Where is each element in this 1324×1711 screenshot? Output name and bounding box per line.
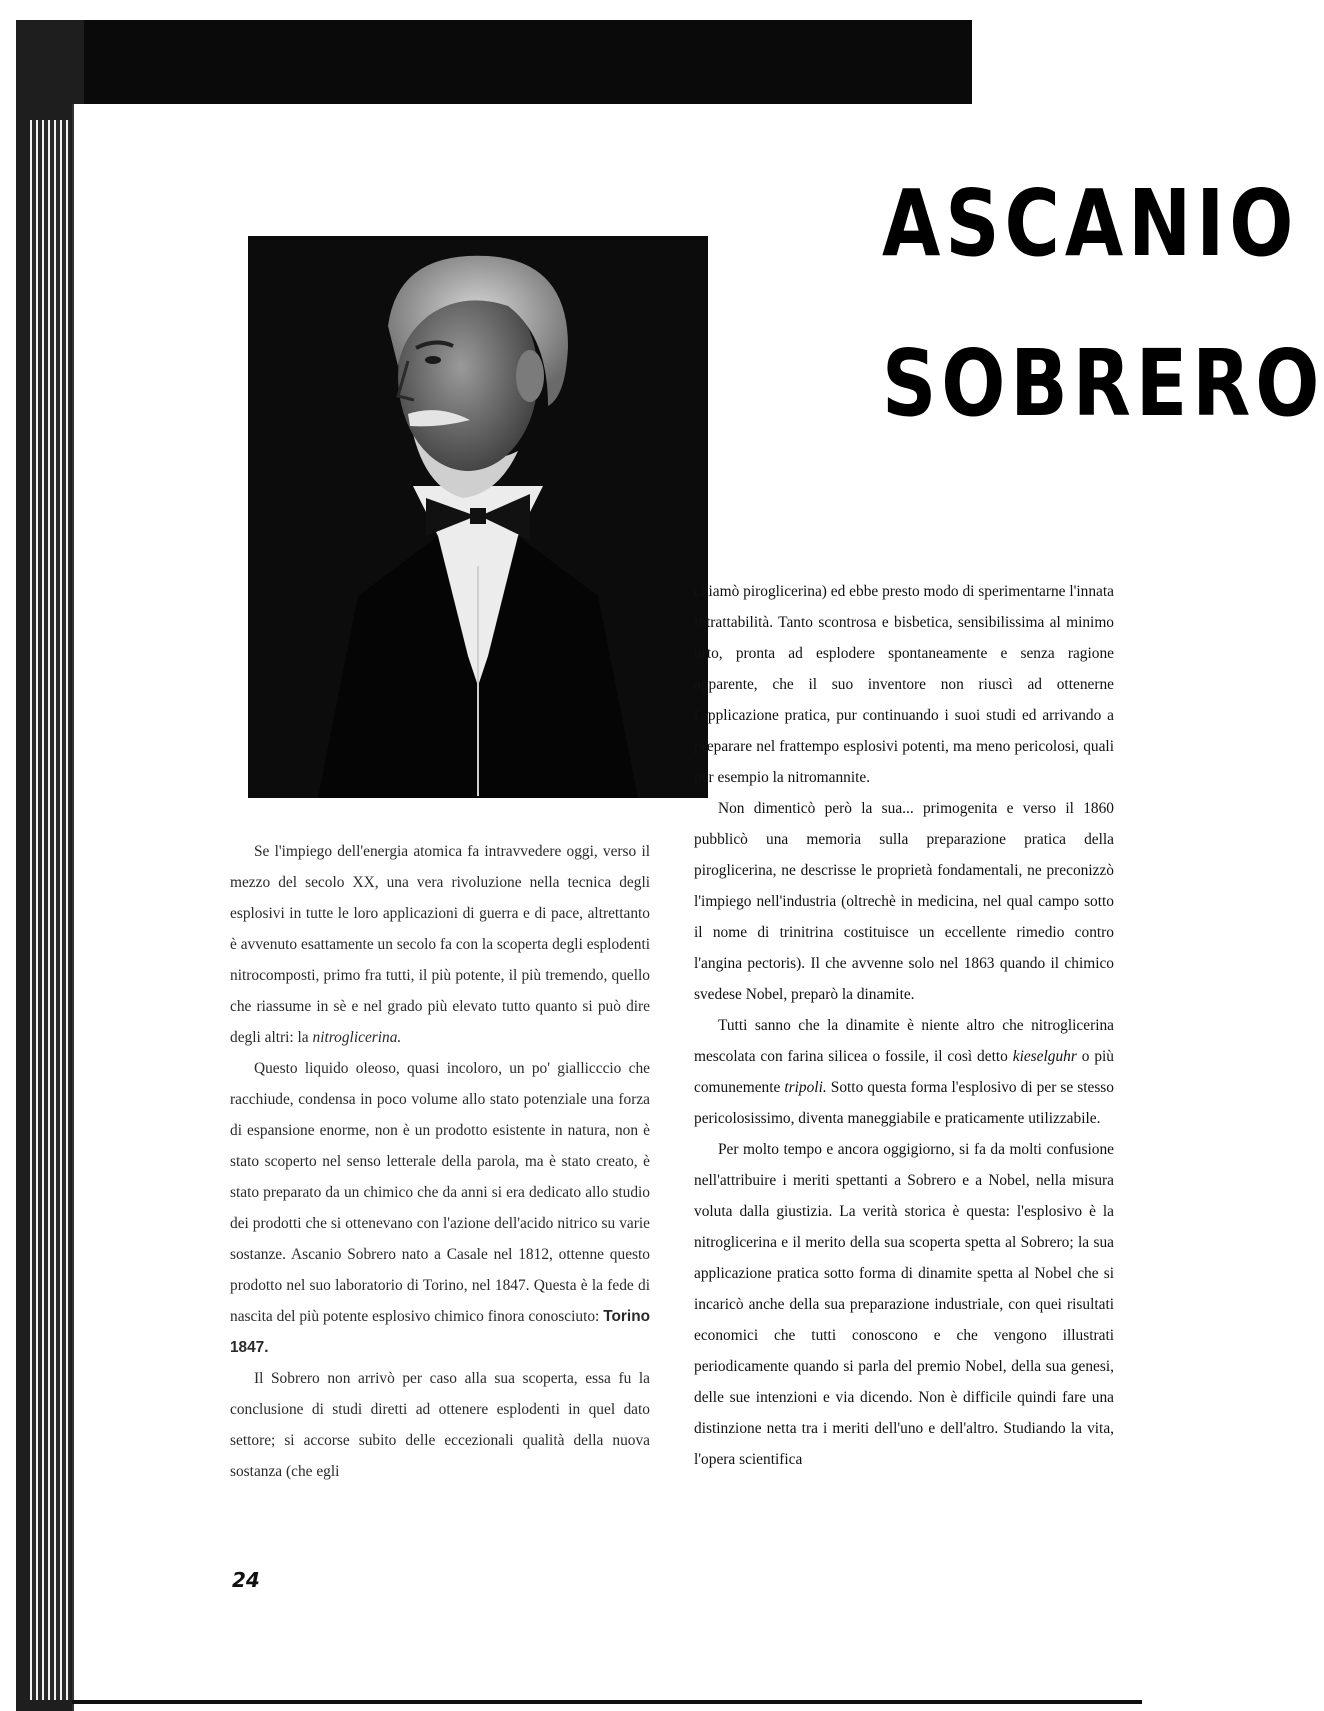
right-column <box>694 576 1114 1475</box>
title-line-2: SOBRERO <box>882 330 1324 437</box>
page-edges <box>30 120 70 1700</box>
paragraph: Se l'impiego dell'energia atomica fa intravvedere oggi, verso il mezzo del secolo XX, una vera rivoluzione nella tecnica degli esplosivi in tutte le loro applicazioni di guerra e di pace, altrettanto è avvenuto esattamente un secolo fa con la scoperta degli esplodenti nitrocomposti, primo fra tutti, il più potente, il più tremendo, quello che riassume in sè e nel grado più elevato tutto quanto si può dire degli altri: la nitroglicerina. <box>230 843 650 1046</box>
paragraph: Il Sobrero non arrivò per caso alla sua scoperta, essa fu la conclusione di studi diretti ad ottenere esplodenti in quel dato settore; si accorse subito delle eccezionali qualità della nuova sostanza (che egli <box>230 1370 650 1480</box>
title-line-1: ASCANIO <box>882 170 1299 277</box>
portrait-photo <box>248 236 708 798</box>
bottom-rule <box>72 1700 1142 1704</box>
emphasis: nitroglicerina. <box>312 1029 402 1046</box>
bold-date: Torino 1847. <box>230 1308 650 1356</box>
paragraph: Questo liquido oleoso, quasi incoloro, un po' giallicccio che racchiude, condensa in poco volume allo stato potenziale una forza di espansione enorme, non è un prodotto esistente in natura, non è stato scoperto nel senso letterale della parola, ma è stato creato, è stato preparato da un chimico che da anni si era dedicato allo studio dei prodotti che si ottenevano con l'azione dell'acido nitrico su varie sostanze. Ascanio Sobrero nato a Casale nel 1812, ottenne questo prodotto nel suo laboratorio di Torino, nel 1847. Questa è la fede di nascita del più potente esplosivo chimico finora conosciuto: Torino 1847. <box>230 1060 650 1356</box>
paragraph: Non dimenticò però la sua... primogenita e verso il 1860 pubblicò una memoria sulla preparazione pratica della piroglicerina, ne descrisse le proprietà fondamentali, ne preconizzò l'impiego nell'industria (oltrechè in medicina, nel qual campo sotto il nome di trinitrina costituisce un eccellente rimedio contro l'angina pectoris). Il che avvenne solo nel 1863 quando il chimico svedese Nobel, preparò la dinamite. <box>694 800 1114 1003</box>
article-title <box>882 144 1324 464</box>
left-column <box>230 836 650 1487</box>
portrait-illustration <box>248 236 708 798</box>
page-number: 24 <box>232 1568 260 1592</box>
emphasis: tripoli. <box>784 1079 827 1096</box>
paragraph: Tutti sanno che la dinamite è niente altro che nitroglicerina mescolata con farina silicea o fossile, il così detto kieselguhr o più comunemente tripoli. Sotto questa forma l'esplosivo di per se stesso pericolosissimo, diventa maneggiabile e praticamente utilizzabile. <box>694 1017 1114 1127</box>
paragraph: Per molto tempo e ancora oggigiorno, si fa da molti confusione nell'attribuire i meriti spettanti a Sobrero e a Nobel, nella misura voluta dalla giustizia. La verità storica è questa: l'esplosivo è la nitroglicerina e il merito della sua scoperta spetta al Sobrero; la sua applicazione pratica sotto forma di dinamite spetta al Nobel che si incaricò anche della sua preparazione industriale, con quei risultati economici che tutti conoscono e che vengono illustrati periodicamente quando si parla del premio Nobel, della sua genesi, delle sue intenzioni e via dicendo. Non è difficile quindi fare una distinzione netta tra i meriti dell'uno e dell'altro. Studiando la vita, l'opera scientifica <box>694 1141 1114 1468</box>
emphasis: kieselguhr <box>1012 1048 1077 1065</box>
paragraph: chiamò piroglicerina) ed ebbe presto modo di sperimentarne l'innata intrattabilità. Tanto scontrosa e bisbetica, sensibilissima al minimo urto, pronta ad esplodere spontaneamente e senza ragione apparente, che il suo inventore non riuscì ad ottenerne l'applicazione pratica, pur continuando i suoi studi ed arrivando a preparare nel frattempo esplosivi potenti, ma meno pericolosi, quali per esempio la nitromannite. <box>694 583 1114 786</box>
